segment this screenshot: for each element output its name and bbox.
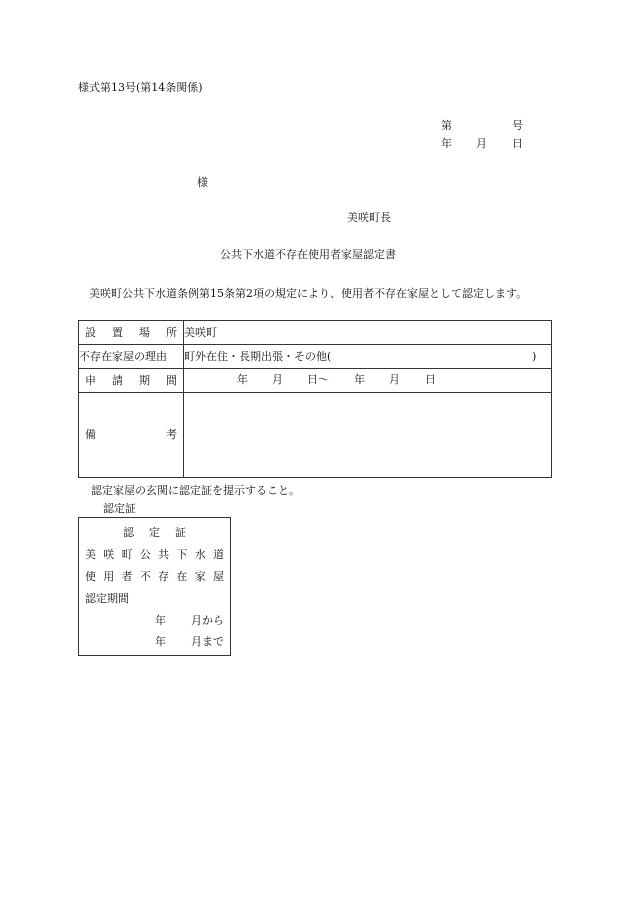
period-start-day: 日〜 xyxy=(307,373,329,386)
addressee-suffix: 様 xyxy=(197,176,208,189)
remarks-label: 備 考 xyxy=(85,428,177,441)
period-start-year: 年 xyxy=(237,373,248,386)
body-text: 美咲町公共下水道条例第15条第2項の規定により、使用者不存在家屋として認定します。 xyxy=(89,287,528,300)
certificate-title: 認 定 証 xyxy=(123,526,186,539)
period-end-day: 日 xyxy=(425,373,436,386)
period-label: 申 請 期 間 xyxy=(85,373,177,387)
remarks-value[interactable] xyxy=(184,393,552,478)
certificate-period-label: 認定期間 xyxy=(85,592,129,605)
issue-month: 月 xyxy=(476,137,487,150)
certificate-to-year: 年 xyxy=(155,635,166,648)
cert-caption: 認定証 xyxy=(103,502,136,515)
location-value: 美咲町 xyxy=(184,321,552,345)
document-title: 公共下水道不存在使用者家屋認定書 xyxy=(220,248,396,261)
remarks-row xyxy=(79,393,552,478)
issue-year: 年 xyxy=(441,137,452,150)
period-start-month: 月 xyxy=(272,373,283,386)
location-row xyxy=(79,321,552,345)
issuer: 美咲町長 xyxy=(347,211,391,224)
period-value xyxy=(184,369,551,392)
form-number: 様式第13号(第14条関係) xyxy=(78,81,203,94)
period-row xyxy=(79,369,552,393)
note: 認定家屋の玄関に認定証を提示すること。 xyxy=(91,484,300,497)
issue-day: 日 xyxy=(512,137,523,150)
reason-row xyxy=(79,345,552,369)
reason-label: 不存在家屋の理由 xyxy=(79,345,184,369)
certificate-line-2: 使 用 者 不 存 在 家 屋 xyxy=(85,570,224,583)
issue-gou: 号 xyxy=(512,119,523,132)
issue-dai: 第 xyxy=(441,119,452,132)
certification-table xyxy=(78,320,552,478)
certificate-line-1: 美 咲 町 公 共 下 水 道 xyxy=(85,548,224,561)
reason-close-paren: ) xyxy=(532,350,537,363)
period-end-month: 月 xyxy=(389,373,400,386)
location-label: 設 置 場 所 xyxy=(85,325,177,339)
certificate-from-month: 月から xyxy=(191,614,224,627)
certificate-from-year: 年 xyxy=(155,614,166,627)
period-end-year: 年 xyxy=(354,373,365,386)
certificate-to-month: 月まで xyxy=(191,635,224,648)
reason-value: 町外在住・長期出張・その他( xyxy=(184,349,332,363)
certificate-box xyxy=(78,517,231,656)
